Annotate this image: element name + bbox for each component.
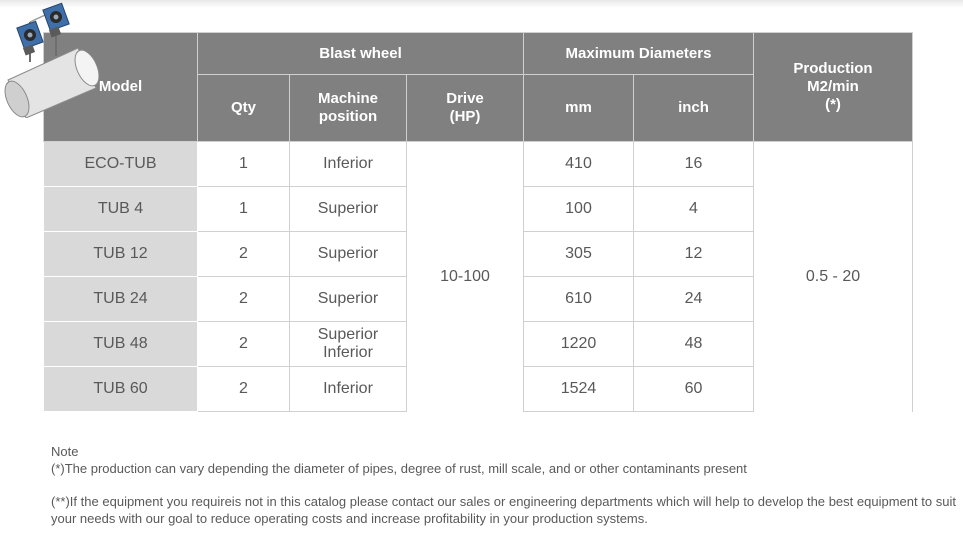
header-drive-line1: Drive <box>446 90 484 107</box>
cell-model: TUB 12 <box>44 232 198 277</box>
header-machine-position <box>290 75 407 142</box>
cell-qty: 1 <box>198 142 290 187</box>
cell-inch: 60 <box>634 367 754 412</box>
cell-position <box>290 232 407 277</box>
note-production: (*)The production can vary depending the diameter of pipes, degree of rust, mill scale, and or other contaminants present <box>51 461 747 476</box>
note-gap <box>51 477 956 493</box>
cell-mm: 610 <box>524 277 634 322</box>
header-production-line1: Production <box>793 60 873 77</box>
cell-qty: 2 <box>198 277 290 322</box>
header-production <box>754 33 913 142</box>
cell-inch: 48 <box>634 322 754 367</box>
cell-mm: 410 <box>524 142 634 187</box>
cell-model: ECO-TUB <box>44 142 198 187</box>
cell-position-line: Superior <box>317 290 379 307</box>
header-drive-line2: (HP) <box>449 108 481 125</box>
header-model: Model <box>44 33 198 142</box>
cell-position-line: Superior <box>317 200 379 217</box>
cell-position <box>290 367 407 412</box>
cell-position-line: Inferior <box>323 344 373 361</box>
cell-position-line: Superior <box>317 326 379 343</box>
header-drive <box>407 75 524 142</box>
note-custom-equipment: (**)If the equipment you requireis not in this catalog please contact our sales or engineering departments which will help to develop the best equipment to suit your needs with our goal to reduce operating costs and increase profitability in your production systems. <box>51 494 956 526</box>
cell-model: TUB 4 <box>44 187 198 232</box>
notes <box>51 443 956 527</box>
header-mm: mm <box>524 75 634 142</box>
table-row <box>44 142 913 187</box>
cell-inch: 16 <box>634 142 754 187</box>
cell-position <box>290 322 407 367</box>
cell-inch: 12 <box>634 232 754 277</box>
cell-inch: 24 <box>634 277 754 322</box>
cell-position <box>290 187 407 232</box>
cell-position-line: Inferior <box>323 155 373 172</box>
cell-position <box>290 142 407 187</box>
cell-model: TUB 48 <box>44 322 198 367</box>
cell-qty: 1 <box>198 187 290 232</box>
cell-mm: 305 <box>524 232 634 277</box>
header-machine-position-line2: position <box>318 108 378 125</box>
cell-model: TUB 24 <box>44 277 198 322</box>
header-blast-wheel: Blast wheel <box>198 33 524 75</box>
cell-inch: 4 <box>634 187 754 232</box>
cell-position-line: Superior <box>317 245 379 262</box>
cell-model: TUB 60 <box>44 367 198 412</box>
cell-mm: 1220 <box>524 322 634 367</box>
header-machine-position-line1: Machine <box>317 90 378 107</box>
header-production-line2: M2/min <box>807 78 859 95</box>
cell-position-line: Inferior <box>323 380 373 397</box>
cell-mm: 1524 <box>524 367 634 412</box>
cell-drive-value: 10-100 <box>407 142 524 412</box>
cell-qty: 2 <box>198 367 290 412</box>
cell-qty: 2 <box>198 232 290 277</box>
cell-position <box>290 277 407 322</box>
header-qty: Qty <box>198 75 290 142</box>
cell-qty: 2 <box>198 322 290 367</box>
pipe-blasting-machine-icon <box>0 0 100 118</box>
spec-table <box>43 32 913 412</box>
header-inch: inch <box>634 75 754 142</box>
header-production-line3: (*) <box>825 96 841 113</box>
cell-production-value: 0.5 - 20 <box>754 142 913 412</box>
note-title: Note <box>51 444 79 459</box>
top-shadow <box>0 0 963 8</box>
cell-mm: 100 <box>524 187 634 232</box>
header-max-diameters: Maximum Diameters <box>524 33 754 75</box>
